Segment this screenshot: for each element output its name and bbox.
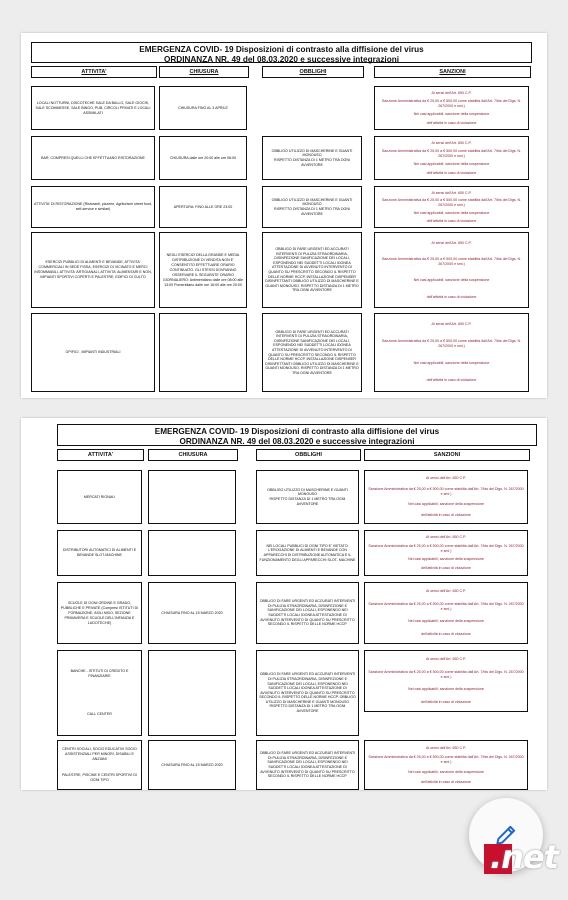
cell-sanzioni [374,136,529,180]
sanzioni-line: dell'attività in caso di violazione [426,294,477,299]
sanzioni-line: Ai sensi dell'Art. 650 C.P. [426,535,466,540]
sanzioni-line: Ai sensi dell'Art. 650 C.P. [426,476,466,481]
sanzioni-line: dell'attività in caso di violazione [421,513,471,518]
obblighi-line: OBBLIGO DI FARE URGENTI ED ACCURATI INTERVENTI DI PULIZIA STRAORDINARIA, DISINFEZIONE E SANIFICAZIONE DEI LOCALI, ESPONENDO NEI SUDDETTI LOCALI IDONEA ATTESTAZIONE DI AVVENUTO INTERVENTO DI QUANTO SU PRESCRITTO SECONDO IL RISPETTO DELLE NORME HCCP. OBBLIGO UTILIZZO DI MASCHERINE E GUANTI MONOUSO RISPETTO DISTANZA DI 1 METRO TRA OGNI AVVENTORE [259,672,356,714]
obblighi-line: OBBLIGO UTILIZZO DI MASCHERINE E GUANTI MONOUSO [271,148,353,158]
cell-sanzioni [364,530,528,576]
watermark [484,830,558,882]
cell-obblighi [256,582,359,644]
page-2-title-line-1: EMERGENZA COVID- 19 Disposizioni di contrasto alla diffisione del virus [154,427,440,436]
sanzioni-line: Sanzione Amministrativa da € 25,00 a € 500,00 come stabilita dall'Art. 7/bis del Digs. N. 267/2000 e smi.) [368,669,524,679]
cell-chiusura [159,313,247,392]
sanzioni-line: dell'attività in caso di violazione [421,632,471,637]
sanzioni-line: Nei casi applicabili, sanzione della sospensione [413,210,490,215]
sanzioni-line: Sanzione Amministrativa da € 25,00 a € 500,00 come stabilita dall'Art. 7/bis del Digs. N. 267/2000 e smi.) [368,543,524,553]
sanzioni-line: dell'attività in caso di violazione [421,700,471,705]
cell-sanzioni [364,740,528,790]
table-row [57,470,537,524]
cell-attivita: OPIFICI , IMPIANTI INDUSTRIALI [31,313,155,392]
cell-attivita: ESERCIZI PUBBLICI DI ALIMENTI E BEVANDE, ATTIVITA' COMMERCIALI IN SEDE FISSA, ESERCIZI DI VICINATO E MERCI INSOMMABILI, ATTIVITA' ARTIGIANALI, ATTIVITA' ALIMENTARI E NON, IMPIANTI SPORTIVI COPERTI E PALESTRE, EDIFICI DI CULTO [31,232,155,308]
cell-chiusura: NEGLI ESERCIZI DELLA GRANDE E MEDIA DISTRIBUZIONE DI VENDITA NON E' CONSENTITO EFFETTUARE ORARIO CONTINUATO. GLI STESSI DOVRANNO OSSERVARE IL SEGUENTE ORARIO GIORNALIERO: Antimeridiano dalle ore 08:00 alle 13:00 Pomeridiano dalle ore 16:00 alle ore 20:00 [159,232,247,308]
sanzioni-line: dell'attività in caso di violazione [426,170,477,175]
sanzioni-line: Ai sensi dell'Art. 650 C.P. [431,322,472,327]
sanzioni-line: Nei casi applicabili, sanzione della sospensione [413,361,490,366]
obblighi-line: OBBLIGO DI FARE URGENTI ED ACCURATI INTERVENTI DI PULIZIA STRAORDINARIA, DISINFEZIONE SANIFICAZIONE DEI LOCALI, ESPONENDO NEI SUDDETTI LOCALI IDONEA ATTESTAZIONE DI AVVENUTO INTERVENTO DI QUANTO SU PRESCRITTO SECONDO IL RISPETTO DELLE NORME HCCP. INSTALLAZIONE DISPENSER DISINFETTANTI OBBLIGO UTILIZZO DI MASCHERINE E GUANTI MONOUSO. RISPETTO DISTANZA DI 1 METRO TRA OGNI AVVENTORE [265,329,359,375]
sanzioni-line: Nei casi applicabili, sanzione della sospensione [408,687,484,692]
cell-sanzioni [374,232,529,308]
page-1-title [31,42,532,63]
sanzioni-line: Sanzione Amministrativa da € 25,00 a € 500,00 come stabilita dall'Art. 7/bis del Digs. N. 267/2000 e smi.) [381,99,522,108]
header-attivita: ATTIVITA' [57,449,144,461]
sanzioni-line: dell'attività in caso di violazione [426,218,477,223]
obblighi-line: RISPETTO DISTANZA DI 1 METRO TRA OGNI AVVENTORE [274,207,350,216]
attivita-line: BANCHE - ISTITUTI DI CREDITO E FINANZIARIE [70,668,129,678]
cell-obblighi [256,740,359,790]
sanzioni-line: Sanzione Amministrativa da € 25,00 a € 500,00 come stabilita dall'Art. 7/bis del Digs. N. 267/2000 e smi.) [381,149,522,158]
cell-attivita: LOCALI NOTTURNI, DISCOTECHE SALE DA BALLO, SALE GIOCHI, SALE SCOMMESSE, SALE BINGO, PUB, CIRCOLI PRIVATI E LOCALI ASSIMILATI [31,86,155,130]
cell-obblighi [256,530,359,576]
cell-attivita: SCUOLE DI OGNI ORDINE E GRADO, PUBBLICHE E PRIVATE (Compresi ISTITUTI DI FORMAZIONE, ASILI NIDO, SEZIONE PRIMAVERA E SCUOLE DELL'INFANZIA E LUDOTECHE) [57,582,142,644]
table-row [57,530,537,576]
sanzioni-line: Sanzione Amministrativa da € 25,00 a € 500,00 come stabilita dall'Art. 7/bis del Digs. N. 267/2000 e smi.) [368,755,524,765]
sanzioni-line: Ai sensi dell'Art. 650 C.P. [426,657,466,662]
page-2-frame [57,424,537,784]
sanzioni-line: dell'attività in caso di violazione [421,566,471,571]
table-row [31,232,532,308]
cell-obblighi [256,650,359,736]
cell-attivita: MERCATI RIONALI [57,470,142,524]
cell-obblighi [262,232,362,308]
sanzioni-line: Sanzione Amministrativa da € 25,00 a € 500,00 come stabilita dall'Art. 7/bis del Digs. N. 267/2000 e smi.) [381,339,522,348]
cell-chiusura [148,530,236,576]
table-row [31,313,532,392]
cell-obblighi [256,470,359,524]
cell-chiusura [148,650,236,736]
header-sanzioni: SANZIONI [364,449,530,461]
table-row [57,650,537,736]
sanzioni-line: Ai sensi dell'Art. 650 C.P. [431,190,472,195]
cell-obblighi [262,313,362,392]
header-obblighi: OBBLIGHI [262,66,364,78]
sanzioni-line: Nei casi applicabili, sanzione della sospensione [408,557,484,562]
sanzioni-line: Ai sensi dell'Art. 650 C.P. [431,240,472,245]
cell-chiusura: CHIUSURA FINO AL 15 MARZO 2020 [148,740,236,790]
watermark-text: .net [490,838,558,876]
sanzioni-line: Sanzione Amministrativa da € 25,00 a € 500,00 come stabilita dall'Art. 7/bis del Digs. N. 267/2000 e smi.) [368,601,524,611]
sanzioni-line: dell'attività in caso di violazione [426,378,477,383]
table-row [31,186,532,228]
cell-obblighi [262,136,362,180]
table-row [57,582,537,644]
sanzioni-line: Sanzione Amministrativa da € 25,00 a € 500,00 come stabilita dall'Art. 7/bis del Digs. N. 267/2000 e smi.) [381,257,522,266]
cell-sanzioni [364,582,528,644]
sanzioni-line: Nei casi applicabili, sanzione della sospensione [408,619,484,624]
cell-attivita [57,650,142,736]
header-sanzioni: SANZIONI [374,66,531,78]
page-1-frame [31,42,532,392]
sanzioni-line: Nei casi applicabili, sanzione della sospensione [408,769,484,774]
sanzioni-line: Ai sensi dell'Art. 650 C.P. [426,745,466,750]
sanzioni-line: dell'attività in caso di violazione [426,120,477,125]
page-2-title-line-2: ORDINANZA NR. 49 del 08.03.2020 e successive integrazioni [179,437,415,446]
cell-sanzioni [364,470,528,524]
header-attivita: ATTIVITA' [31,66,157,78]
obblighi-line: OBBLIGO DI FARE URGENTI ED ACCURATI INTERVENTI DI PULIZIA STRAORDINARIA, DISINFEZIONE SANIFICAZIONE DEI LOCALI, ESPONENDO NEI SUDDETTI LOCALI IDONEA ATTESTAZIONE DI AVVENUTO INTERVENTO DI QUANTO SU PRESCRITTO SECONDO IL RISPETTO DELLE NORME HCCP. INSTALLAZIONE DISPENSER DISINFETTANTI OBBLIGO UTILIZZO DI MASCHERINE E GUANTI MONOUSO. RISPETTO DISTANZA DI 1 METRO TRA OGNI AVVENTORE [265,247,359,293]
obblighi-line: RISPETTO DISTANZA DI 1 METRO TRA OGNI AVVENTORE [274,158,350,167]
sanzioni-line: Ai sensi dell'Art. 650 C.P. [431,90,472,95]
table-row [31,86,532,130]
cell-chiusura [148,470,236,524]
sanzioni-line: Sanzione Amministrativa da € 25,00 a € 500,00 come stabilita dall'Art. 7/bis del Digs. N. 267/2000 e smi.) [368,486,524,496]
table-row [57,740,537,790]
obblighi-line: OBBLIGO DI FARE URGENTI ED ACCURATI INTERVENTI DI PULIZIA STRAORDINARIA, DISINFEZIONE E SANIFICAZIONE DEI LOCALI, ESPONENDO NEI SUDDETTI LOCALI IDONEA ATTESTAZIONE DI AVVENUTO INTERVENTO DI QUANTO SU PRESCRITTO SECONDO IL RISPETTO DELLE NORME HCCP. [259,751,356,779]
cell-sanzioni [364,650,528,712]
table-row [31,136,532,180]
sanzioni-line: Nei casi applicabili, sanzione della sospensione [413,112,490,117]
header-obblighi: OBBLIGHI [256,449,361,461]
cell-attivita: BAR, COMPRESI QUELLI CHE EFFETTUANO RISTORAZIONE [31,136,155,180]
cell-attivita: ATTIVITA' DI RISTORAZIONE (Ristoranti, pizzerie, Agriturismi street food, self-service e similari) [31,186,155,228]
document-page-2 [21,418,547,790]
attivita-line: CENTRI SOCIALI, SOCIO EDUCATIVI SOCIO ASSISTENZIALI PER MINORI, DISABILI E ANZIANI [62,747,137,762]
cell-obblighi [262,186,362,228]
document-page-1 [21,33,547,398]
header-chiusura: CHIUSURA [159,66,249,78]
sanzioni-line: Sanzione Amministrativa da € 25,00 a € 500,00 come stabilita dall'Art. 7/bis del Digs. N. 267/2000 e smi.) [381,198,522,208]
cell-attivita [57,740,142,790]
cell-attivita: DISTRIBUTORI AUTOMATICI DI ALIMENTI E BEVANDE SLOT-MACHINE [57,530,142,576]
cell-chiusura: APERTURA: FINO ALLE ORE 23:00 [159,186,247,228]
sanzioni-line: dell'attività in caso di violazione [421,779,471,784]
sanzioni-line: Ai sensi dell'Art. 650 C.P. [426,589,466,594]
cell-chiusura: CHIUSURA FINO AL 3 APRILE [159,86,247,130]
attivita-line: PALESTRE, PISCINE E CENTRI SPORTIVI DI OGNI TIPO [62,772,137,782]
sanzioni-line: Ai sensi dell'Art. 650 C.P. [431,140,472,145]
obblighi-line: OBBLIGO DI FARE URGENTI ED ACCURATI INTERVENTI DI PULIZIA STRAORDINARIA, DISINFEZIONE E SANIFICAZIONE DEI LOCALI, ESPONENDO NEI SUDDETTI LOCALI IDONEA ATTESTAZIONE DI AVVENUTO INTERVENTO DI QUANTO SU PRESCRITTO SECONDO IL RISPETTO DELLE NORME HCCP. [259,599,356,627]
attivita-line: CALL CENTER [87,712,112,717]
page-2-header-row [57,449,537,461]
obblighi-line: OBBLIGO UTILIZZO DI MASCHERINE E GUANTI MONOUSO [271,197,353,207]
obblighi-line: RISPETTO DISTANZA DI 1 METRO TRA OGNI AVVENTORE [269,497,346,506]
sanzioni-line: Nei casi applicabili, sanzione della sospensione [408,502,484,507]
sanzioni-line: Nei casi applicabili, sanzione della sospensione [413,278,490,283]
page-1-title-line-2: ORDINANZA NR. 49 del 08.03.2020 e successive integrazioni [164,55,399,64]
obblighi-line: NEI LOCALI PUBBLICI DI OGNI TIPO E' VIETATO: L'EROGAZIONE DI ALIMENTI E BEVANDE CON APPARECCHI DI DISTRIBUZIONE AUTOMATICA E IL FUNZIONAMENTO DEGLI APPARECCHI SLOT- MACHINE [259,543,356,562]
cell-sanzioni [374,86,529,130]
cell-sanzioni [374,186,529,228]
page-1-title-line-1: EMERGENZA COVID- 19 Disposizioni di contrasto alla diffisione del virus [139,45,424,54]
cell-chiusura: CHIUSURA FINO AL 15 MARZO 2020 [148,582,236,644]
page-2-title [57,424,537,446]
sanzioni-line: Nei casi applicabili, sanzione della sospensione [413,162,490,167]
cell-sanzioni [374,313,529,392]
header-chiusura: CHIUSURA [148,449,238,461]
page-1-header-row [31,66,532,78]
obblighi-line: OBBLIGO UTILIZZO DI MASCHERINE E GUANTI MONOUSO [267,487,348,497]
cell-chiusura: CHIUSURA dalle ore 20:00 alle ore 06:00 [159,136,247,180]
